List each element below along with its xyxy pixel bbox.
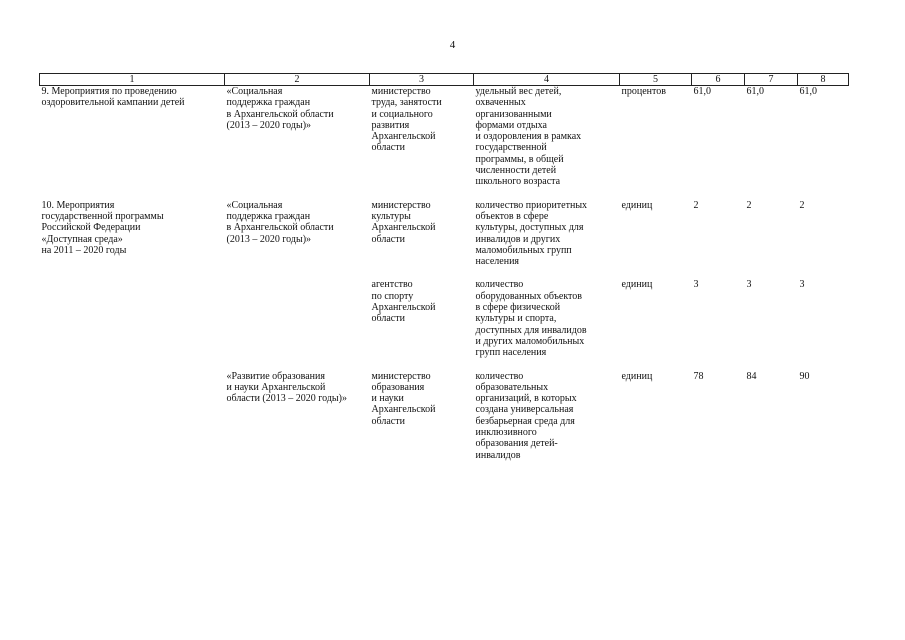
table-row (40, 86, 849, 188)
value-col-6: 61,0 (693, 86, 711, 97)
executor: министерство образования и науки Архангельской области (371, 370, 436, 427)
column-header: 8 (798, 74, 849, 86)
row-gap (40, 267, 849, 279)
value-col-7: 3 (746, 279, 752, 291)
executor: министерство культуры Архангельской области (371, 199, 436, 245)
value-col-7: 2 (746, 199, 752, 211)
indicator-name: количество оборудованных объектов в сфере физической культуры и спорта, доступных для инвалидов и других маломобильных групп населения (475, 279, 587, 359)
program-name: «Развитие образования и науки Архангельской области (2013 – 2020 годы)» (226, 370, 347, 405)
program-name (225, 279, 370, 358)
value-col-6: 2 (693, 199, 699, 211)
event-name (40, 371, 225, 461)
row-gap (40, 359, 849, 371)
value-col-8: 90 (799, 370, 810, 382)
value-col-7: 84 (746, 370, 757, 382)
unit: процентов (621, 86, 666, 97)
column-header: 6 (692, 74, 745, 86)
value-col-6: 78 (693, 370, 704, 382)
indicators-table (39, 73, 849, 461)
value-col-8: 61,0 (799, 86, 817, 97)
event-name: 9. Мероприятия по проведению оздоровительной кампании детей (41, 86, 185, 109)
column-header: 3 (370, 74, 474, 86)
unit: единиц (621, 370, 653, 382)
unit: единиц (621, 279, 653, 291)
program-name: «Социальная поддержка граждан в Архангельской области (2013 – 2020 годы)» (226, 86, 334, 131)
program-name: «Социальная поддержка граждан в Архангельской области (2013 – 2020 годы)» (226, 199, 334, 245)
executor: министерство труда, занятости и социального развития Архангельской области (371, 86, 442, 154)
indicator-name: количество образовательных организаций, в которых создана универсальная безбарьерная среда для инклюзивного образования детей- инвалидов (475, 370, 577, 461)
indicator-name: удельный вес детей, охваченных организованными формами отдыха и оздоровления в рамках государственной программы, в общей численности детей школьного возраста (475, 86, 582, 188)
event-name (40, 279, 225, 358)
indicator-name: количество приоритетных объектов в сфере культуры, доступных для инвалидов и других маломобильных групп населения (475, 199, 588, 268)
value-col-6: 3 (693, 279, 699, 291)
unit: единиц (621, 199, 653, 211)
table-header-row (40, 74, 849, 86)
column-header: 1 (40, 74, 225, 86)
column-header: 5 (620, 74, 692, 86)
value-col-8: 3 (799, 279, 805, 291)
table-row (40, 279, 849, 358)
column-header: 7 (745, 74, 798, 86)
page-number: 4 (449, 39, 456, 51)
value-col-7: 61,0 (746, 86, 764, 97)
column-header: 4 (474, 74, 620, 86)
value-col-8: 2 (799, 199, 805, 211)
table-row (40, 371, 849, 461)
executor: агентство по спорту Архангельской области (371, 279, 436, 325)
column-header: 2 (225, 74, 370, 86)
event-name: 10. Мероприятия государственной программы Российской Федерации «Доступная среда» на 2011 – 2020 годы (41, 199, 164, 256)
row-gap (40, 188, 849, 200)
table-row (40, 200, 849, 268)
